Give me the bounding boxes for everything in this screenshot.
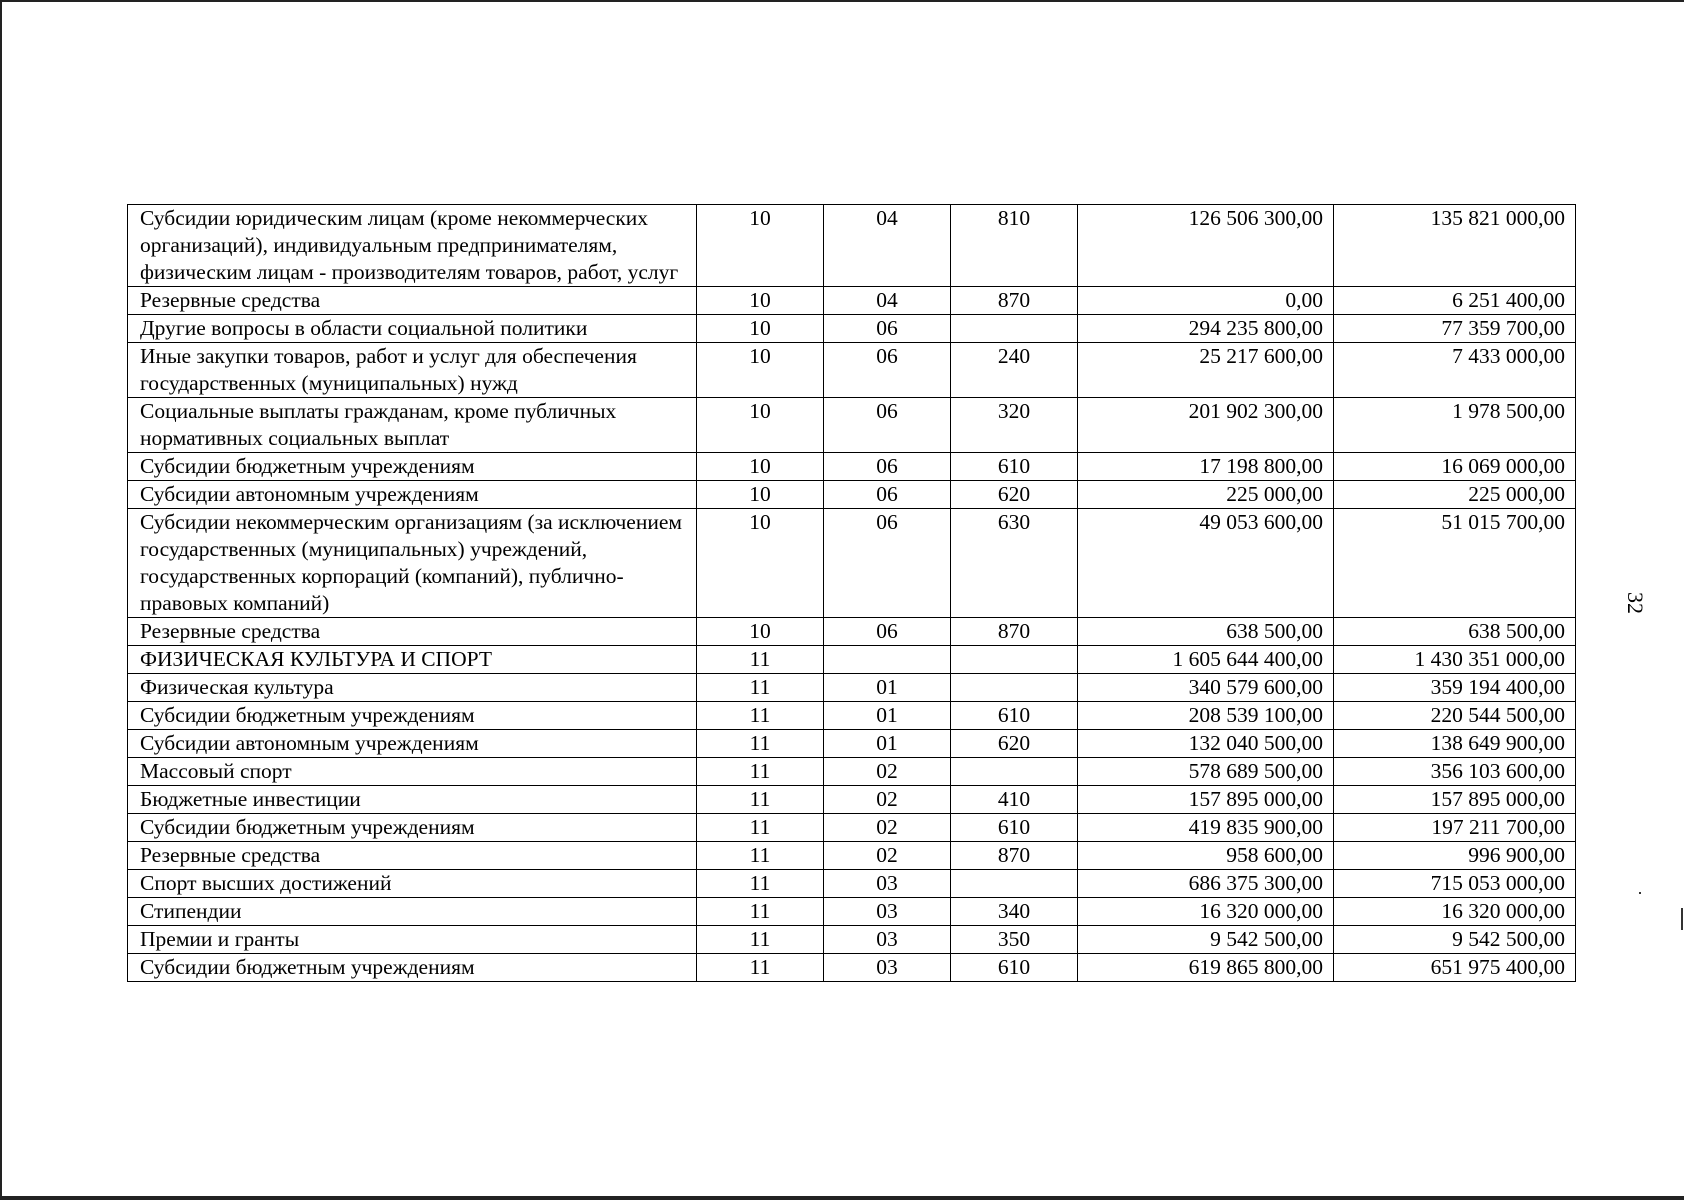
section-code-cell: 10	[697, 287, 824, 315]
amount-year-1-cell: 1 605 644 400,00	[1078, 646, 1334, 674]
expense-type-code-cell: 340	[951, 898, 1078, 926]
expense-type-code-cell: 870	[951, 842, 1078, 870]
amount-year-1-cell: 25 217 600,00	[1078, 343, 1334, 398]
subsection-code-cell: 06	[824, 453, 951, 481]
subsection-code-cell: 02	[824, 786, 951, 814]
section-code-cell: 10	[697, 453, 824, 481]
table-row	[128, 618, 1576, 646]
section-code-cell: 11	[697, 730, 824, 758]
table-row	[128, 814, 1576, 842]
row-name-cell: Спорт высших достижений	[128, 870, 697, 898]
amount-year-1-cell: 958 600,00	[1078, 842, 1334, 870]
expense-type-code-cell: 620	[951, 481, 1078, 509]
expense-type-code-cell: 610	[951, 814, 1078, 842]
section-code-cell: 10	[697, 343, 824, 398]
table-row	[128, 786, 1576, 814]
row-name-cell: Субсидии некоммерческим организациям (за исключением государственных (муниципальных) учреждений, государственных корпораций (компаний), публично-правовых компаний)	[128, 509, 697, 618]
section-code-cell: 11	[697, 870, 824, 898]
section-code-cell: 10	[697, 481, 824, 509]
section-code-cell: 11	[697, 926, 824, 954]
amount-year-2-cell: 9 542 500,00	[1334, 926, 1576, 954]
subsection-code-cell: 06	[824, 481, 951, 509]
page-border-left	[0, 0, 2, 1200]
amount-year-2-cell: 157 895 000,00	[1334, 786, 1576, 814]
table-row	[128, 509, 1576, 618]
amount-year-2-cell: 7 433 000,00	[1334, 343, 1576, 398]
section-code-cell: 11	[697, 702, 824, 730]
section-code-cell: 11	[697, 786, 824, 814]
section-code-cell: 11	[697, 646, 824, 674]
section-code-cell: 11	[697, 814, 824, 842]
row-name-cell: ФИЗИЧЕСКАЯ КУЛЬТУРА И СПОРТ	[128, 646, 697, 674]
budget-table	[127, 204, 1576, 982]
row-name-cell: Социальные выплаты гражданам, кроме публичных нормативных социальных выплат	[128, 398, 697, 453]
amount-year-1-cell: 294 235 800,00	[1078, 315, 1334, 343]
table-row	[128, 315, 1576, 343]
expense-type-code-cell: 870	[951, 287, 1078, 315]
expense-type-code-cell	[951, 674, 1078, 702]
amount-year-2-cell: 225 000,00	[1334, 481, 1576, 509]
section-code-cell: 10	[697, 398, 824, 453]
section-code-cell: 10	[697, 205, 824, 287]
table-row	[128, 481, 1576, 509]
amount-year-2-cell: 996 900,00	[1334, 842, 1576, 870]
subsection-code-cell: 06	[824, 315, 951, 343]
amount-year-2-cell: 6 251 400,00	[1334, 287, 1576, 315]
table-row	[128, 646, 1576, 674]
subsection-code-cell: 06	[824, 398, 951, 453]
subsection-code-cell: 03	[824, 898, 951, 926]
subsection-code-cell: 01	[824, 702, 951, 730]
row-name-cell: Массовый спорт	[128, 758, 697, 786]
table-row	[128, 870, 1576, 898]
table-row	[128, 898, 1576, 926]
amount-year-1-cell: 201 902 300,00	[1078, 398, 1334, 453]
subsection-code-cell: 04	[824, 205, 951, 287]
amount-year-1-cell: 340 579 600,00	[1078, 674, 1334, 702]
amount-year-2-cell: 1 978 500,00	[1334, 398, 1576, 453]
amount-year-1-cell: 578 689 500,00	[1078, 758, 1334, 786]
amount-year-2-cell: 359 194 400,00	[1334, 674, 1576, 702]
page-number: 32	[1623, 592, 1648, 614]
row-name-cell: Субсидии автономным учреждениям	[128, 481, 697, 509]
expense-type-code-cell	[951, 758, 1078, 786]
subsection-code-cell: 06	[824, 509, 951, 618]
section-code-cell: 11	[697, 954, 824, 982]
amount-year-1-cell: 132 040 500,00	[1078, 730, 1334, 758]
amount-year-1-cell: 9 542 500,00	[1078, 926, 1334, 954]
expense-type-code-cell	[951, 646, 1078, 674]
row-name-cell: Резервные средства	[128, 842, 697, 870]
amount-year-1-cell: 619 865 800,00	[1078, 954, 1334, 982]
page-border-top	[0, 0, 1684, 2]
expense-type-code-cell	[951, 315, 1078, 343]
table-row	[128, 205, 1576, 287]
amount-year-2-cell: 51 015 700,00	[1334, 509, 1576, 618]
subsection-code-cell: 02	[824, 758, 951, 786]
amount-year-2-cell: 651 975 400,00	[1334, 954, 1576, 982]
amount-year-2-cell: 138 649 900,00	[1334, 730, 1576, 758]
amount-year-2-cell: 16 069 000,00	[1334, 453, 1576, 481]
row-name-cell: Бюджетные инвестиции	[128, 786, 697, 814]
row-name-cell: Субсидии автономным учреждениям	[128, 730, 697, 758]
amount-year-2-cell: 356 103 600,00	[1334, 758, 1576, 786]
table-row	[128, 842, 1576, 870]
section-code-cell: 11	[697, 758, 824, 786]
expense-type-code-cell: 610	[951, 702, 1078, 730]
section-code-cell: 11	[697, 674, 824, 702]
amount-year-2-cell: 135 821 000,00	[1334, 205, 1576, 287]
section-code-cell: 10	[697, 618, 824, 646]
row-name-cell: Стипендии	[128, 898, 697, 926]
section-code-cell: 11	[697, 898, 824, 926]
amount-year-2-cell: 715 053 000,00	[1334, 870, 1576, 898]
row-name-cell: Субсидии бюджетным учреждениям	[128, 814, 697, 842]
expense-type-code-cell: 350	[951, 926, 1078, 954]
table-row	[128, 343, 1576, 398]
subsection-code-cell: 02	[824, 842, 951, 870]
row-name-cell: Резервные средства	[128, 287, 697, 315]
amount-year-2-cell: 16 320 000,00	[1334, 898, 1576, 926]
scan-mark-dot	[1639, 892, 1641, 894]
subsection-code-cell: 04	[824, 287, 951, 315]
amount-year-1-cell: 638 500,00	[1078, 618, 1334, 646]
row-name-cell: Резервные средства	[128, 618, 697, 646]
amount-year-1-cell: 419 835 900,00	[1078, 814, 1334, 842]
subsection-code-cell	[824, 646, 951, 674]
amount-year-1-cell: 126 506 300,00	[1078, 205, 1334, 287]
row-name-cell: Субсидии бюджетным учреждениям	[128, 954, 697, 982]
subsection-code-cell: 03	[824, 870, 951, 898]
amount-year-2-cell: 638 500,00	[1334, 618, 1576, 646]
expense-type-code-cell: 810	[951, 205, 1078, 287]
row-name-cell: Иные закупки товаров, работ и услуг для обеспечения государственных (муниципальных) нужд	[128, 343, 697, 398]
subsection-code-cell: 01	[824, 730, 951, 758]
row-name-cell: Субсидии бюджетным учреждениям	[128, 702, 697, 730]
scan-mark-line	[1681, 908, 1683, 930]
budget-table-body	[128, 205, 1576, 982]
page-border-bottom	[0, 1196, 1684, 1200]
subsection-code-cell: 02	[824, 814, 951, 842]
subsection-code-cell: 03	[824, 926, 951, 954]
subsection-code-cell: 06	[824, 618, 951, 646]
table-row	[128, 926, 1576, 954]
expense-type-code-cell: 320	[951, 398, 1078, 453]
amount-year-1-cell: 17 198 800,00	[1078, 453, 1334, 481]
table-row	[128, 954, 1576, 982]
table-row	[128, 702, 1576, 730]
amount-year-2-cell: 197 211 700,00	[1334, 814, 1576, 842]
amount-year-1-cell: 49 053 600,00	[1078, 509, 1334, 618]
expense-type-code-cell	[951, 870, 1078, 898]
row-name-cell: Физическая культура	[128, 674, 697, 702]
expense-type-code-cell: 630	[951, 509, 1078, 618]
amount-year-1-cell: 16 320 000,00	[1078, 898, 1334, 926]
subsection-code-cell: 03	[824, 954, 951, 982]
subsection-code-cell: 06	[824, 343, 951, 398]
table-row	[128, 453, 1576, 481]
table-row	[128, 758, 1576, 786]
amount-year-2-cell: 1 430 351 000,00	[1334, 646, 1576, 674]
section-code-cell: 11	[697, 842, 824, 870]
expense-type-code-cell: 410	[951, 786, 1078, 814]
expense-type-code-cell: 610	[951, 954, 1078, 982]
table-row	[128, 674, 1576, 702]
amount-year-2-cell: 220 544 500,00	[1334, 702, 1576, 730]
expense-type-code-cell: 240	[951, 343, 1078, 398]
section-code-cell: 10	[697, 315, 824, 343]
amount-year-1-cell: 0,00	[1078, 287, 1334, 315]
table-row	[128, 287, 1576, 315]
table-row	[128, 730, 1576, 758]
amount-year-1-cell: 208 539 100,00	[1078, 702, 1334, 730]
row-name-cell: Премии и гранты	[128, 926, 697, 954]
expense-type-code-cell: 870	[951, 618, 1078, 646]
amount-year-1-cell: 157 895 000,00	[1078, 786, 1334, 814]
row-name-cell: Другие вопросы в области социальной политики	[128, 315, 697, 343]
expense-type-code-cell: 620	[951, 730, 1078, 758]
expense-type-code-cell: 610	[951, 453, 1078, 481]
amount-year-1-cell: 225 000,00	[1078, 481, 1334, 509]
section-code-cell: 10	[697, 509, 824, 618]
row-name-cell: Субсидии юридическим лицам (кроме некоммерческих организаций), индивидуальным предпринимателям, физическим лицам - производителям товаров, работ, услуг	[128, 205, 697, 287]
row-name-cell: Субсидии бюджетным учреждениям	[128, 453, 697, 481]
table-row	[128, 398, 1576, 453]
amount-year-2-cell: 77 359 700,00	[1334, 315, 1576, 343]
amount-year-1-cell: 686 375 300,00	[1078, 870, 1334, 898]
subsection-code-cell: 01	[824, 674, 951, 702]
